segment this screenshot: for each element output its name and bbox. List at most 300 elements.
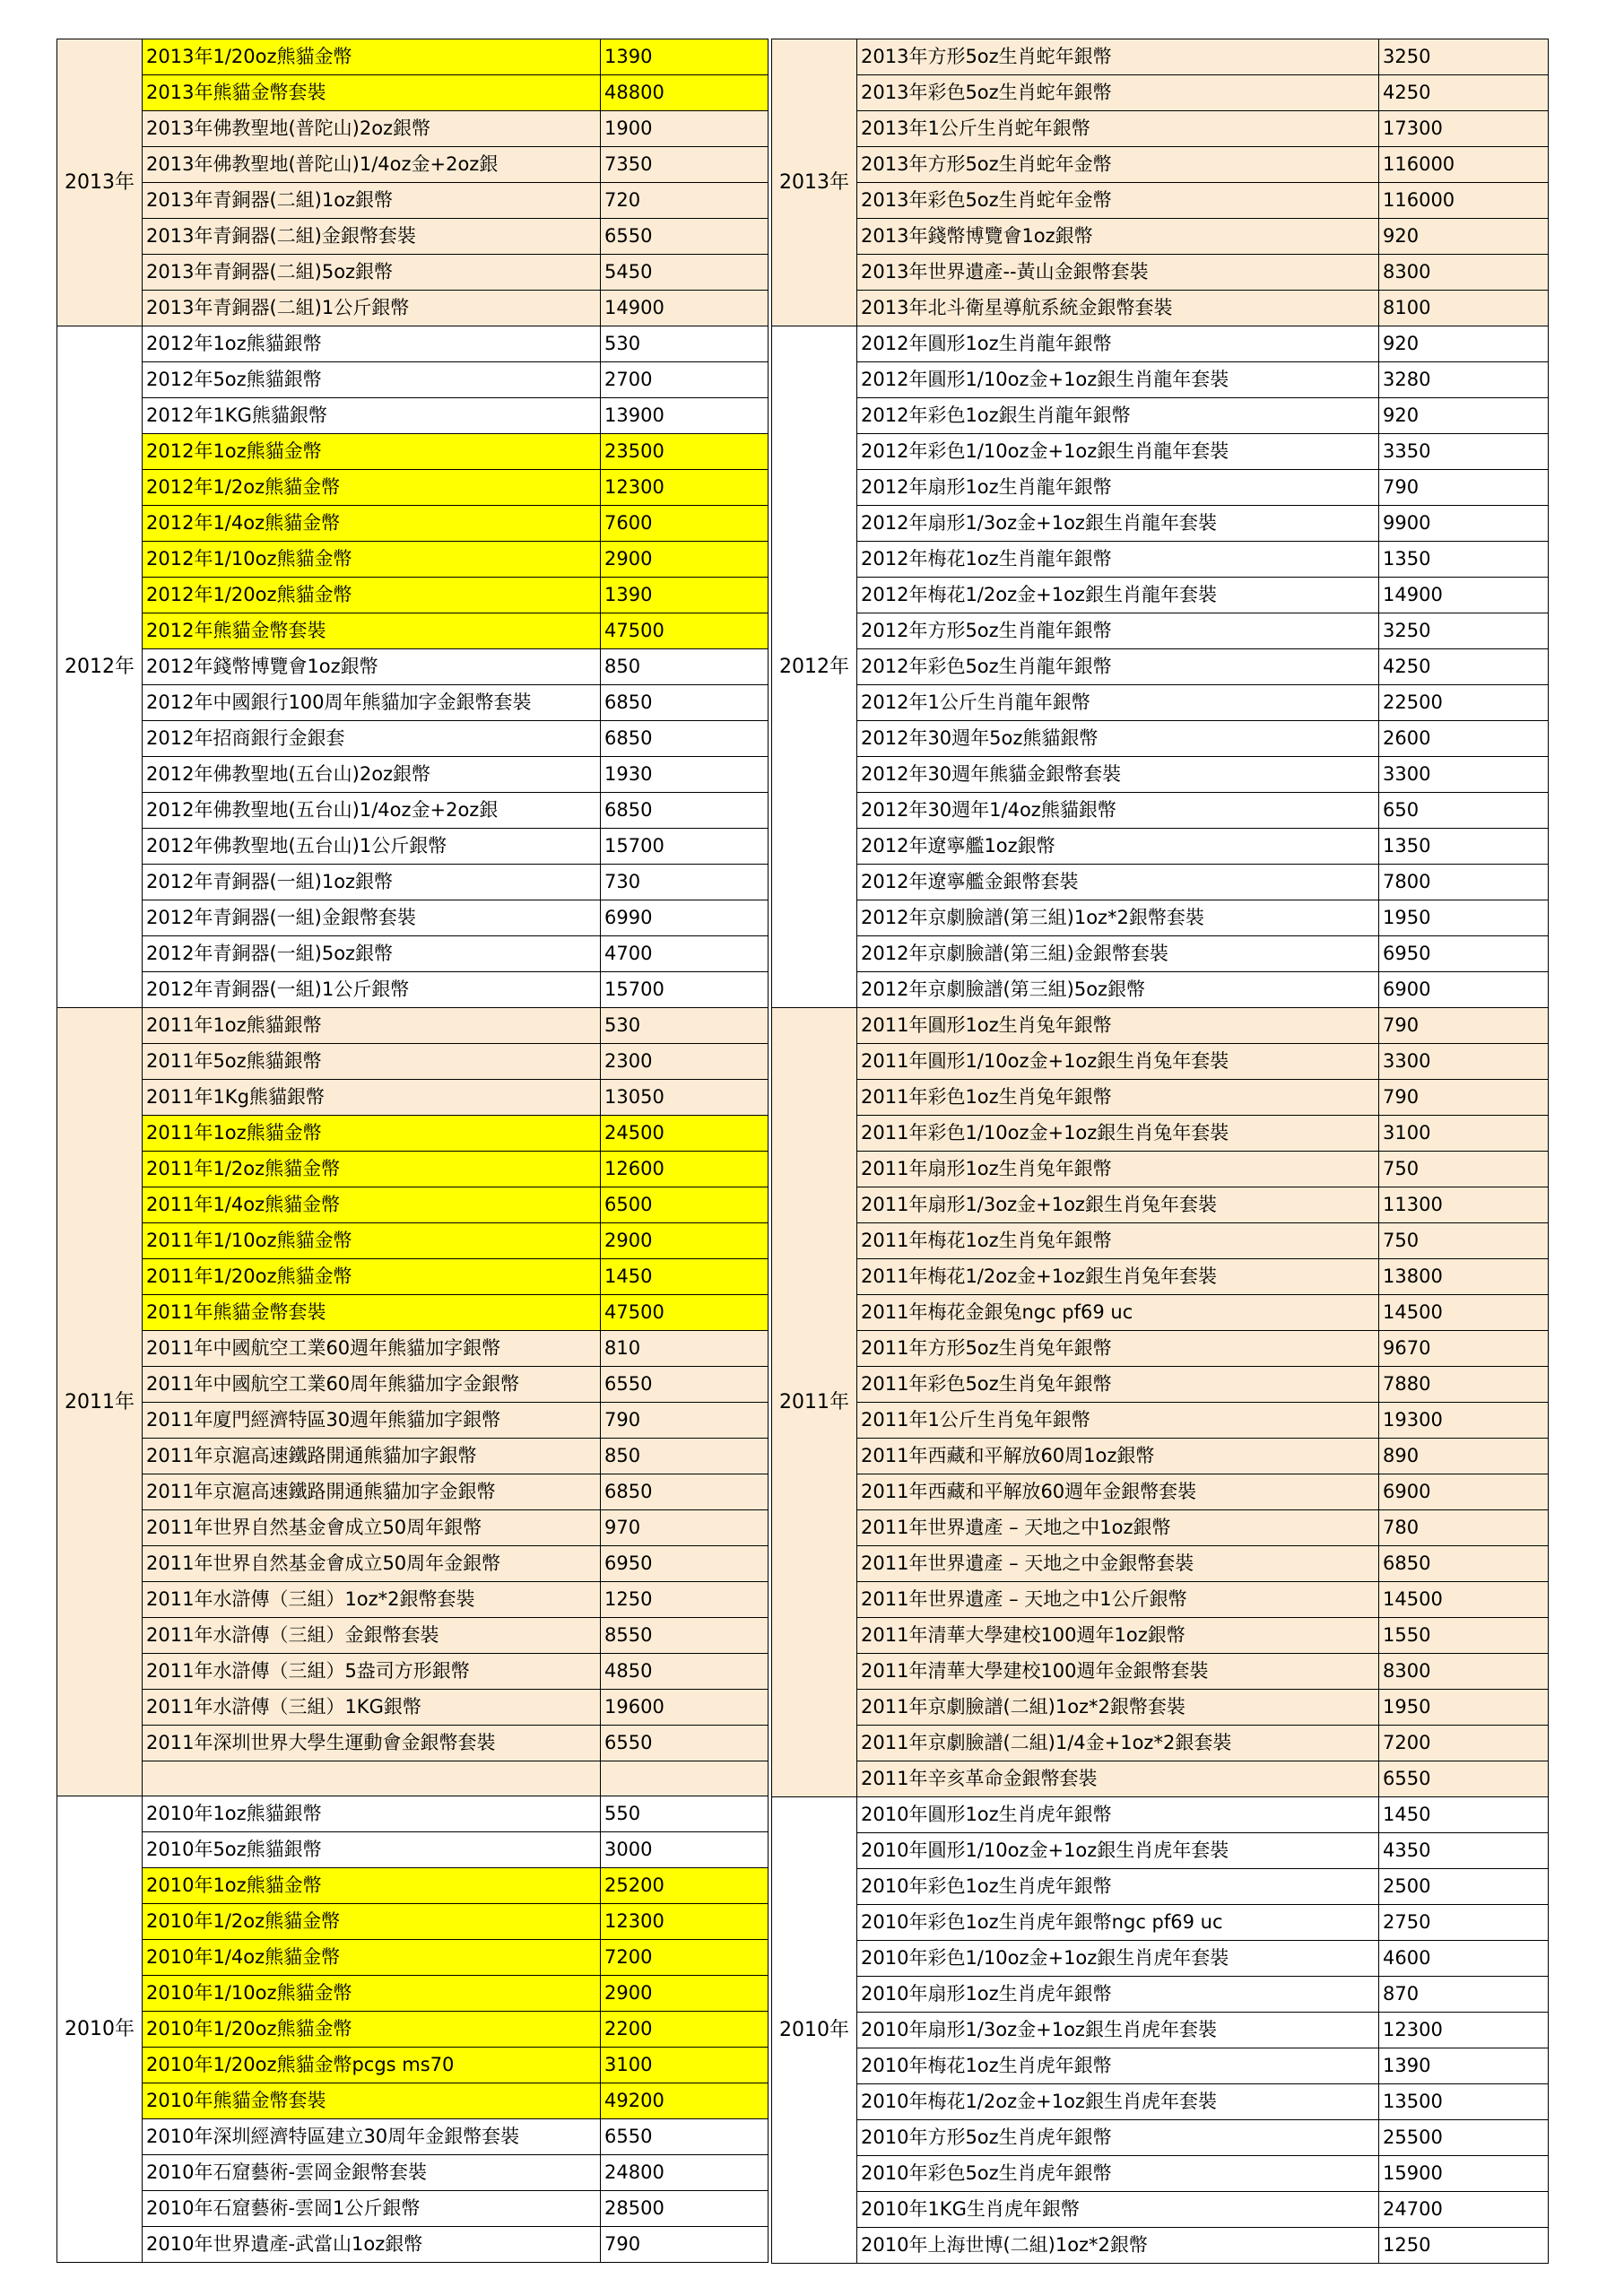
table-row [57,111,769,147]
table-row [57,2191,769,2227]
item-name-cell: 2011年深圳世界大學生運動會金銀幣套裝 [143,1726,601,1761]
table-row [57,470,769,506]
item-price-cell: 6950 [601,1546,769,1582]
item-price-cell: 750 [1379,1152,1549,1187]
item-name-cell: 2010年深圳經濟特區建立30周年金銀幣套裝 [143,2119,601,2155]
item-name-cell: 2010年扇形1/3oz金+1oz銀生肖虎年套裝 [857,2013,1379,2048]
left-price-table [56,39,769,2263]
item-name-cell: 2012年1/10oz熊貓金幣 [143,542,601,578]
item-price-cell: 15900 [1379,2156,1549,2192]
item-name-cell: 2011年梅花金銀兔ngc pf69 uc [857,1295,1379,1331]
table-row [772,506,1549,542]
item-name-cell: 2013年1/20oz熊貓金幣 [143,39,601,75]
item-price-cell: 8300 [1379,1654,1549,1690]
table-row [772,147,1549,183]
item-price-cell: 19600 [601,1690,769,1726]
item-price-cell [601,1761,769,1796]
item-price-cell: 3250 [1379,39,1549,75]
item-name-cell: 2012年京劇臉譜(第三組)金銀幣套裝 [857,936,1379,972]
item-name-cell: 2011年世界遺產 – 天地之中1oz銀幣 [857,1510,1379,1546]
item-name-cell: 2012年錢幣博覽會1oz銀幣 [143,649,601,685]
item-name-cell: 2013年1公斤生肖蛇年銀幣 [857,111,1379,147]
item-name-cell: 2011年清華大學建校100週年金銀幣套裝 [857,1654,1379,1690]
item-name-cell: 2012年扇形1oz生肖龍年銀幣 [857,470,1379,506]
table-row [57,793,769,829]
item-price-cell: 14900 [601,291,769,326]
item-name-cell: 2010年上海世博(二組)1oz*2銀幣 [857,2228,1379,2264]
item-name-cell: 2011年彩色1/10oz金+1oz銀生肖兔年套裝 [857,1116,1379,1152]
item-price-cell: 650 [1379,793,1549,829]
item-price-cell: 1930 [601,757,769,793]
item-name-cell: 2011年1/10oz熊貓金幣 [143,1223,601,1259]
item-name-cell: 2011年中國航空工業60週年熊貓加字銀幣 [143,1331,601,1367]
table-row [772,1582,1549,1618]
table-row [57,900,769,936]
item-name-cell: 2012年中國銀行100周年熊貓加字金銀幣套裝 [143,685,601,721]
table-row [57,1761,769,1796]
item-price-cell: 17300 [1379,111,1549,147]
table-row [772,757,1549,793]
table-row [57,362,769,398]
table-row [57,2048,769,2083]
item-name-cell: 2011年水滸傳（三組）金銀幣套裝 [143,1618,601,1654]
item-name-cell: 2010年扇形1oz生肖虎年銀幣 [857,1977,1379,2013]
item-price-cell: 48800 [601,75,769,111]
table-row [772,1941,1549,1977]
table-row [57,1582,769,1618]
table-row [772,1474,1549,1510]
item-price-cell: 6550 [601,219,769,255]
item-price-cell: 1250 [1379,2228,1549,2264]
item-price-cell: 13900 [601,398,769,434]
table-row [772,219,1549,255]
item-price-cell: 11300 [1379,1187,1549,1223]
table-row [57,1223,769,1259]
table-row [57,1367,769,1403]
table-row [57,1187,769,1223]
table-row [57,39,769,75]
item-price-cell: 6850 [601,721,769,757]
item-price-cell: 3300 [1379,757,1549,793]
item-name-cell: 2012年青銅器(一組)1oz銀幣 [143,865,601,900]
table-row [772,1869,1549,1905]
item-price-cell: 3350 [1379,434,1549,470]
item-price-cell: 13500 [1379,2084,1549,2120]
table-row [772,578,1549,613]
item-price-cell: 550 [601,1796,769,1832]
item-price-cell: 530 [601,1008,769,1044]
year-cell: 2010年 [772,1797,857,2264]
table-row [772,1223,1549,1259]
table-row [57,972,769,1008]
table-row [57,291,769,326]
table-row [57,1080,769,1116]
item-price-cell: 2900 [601,1223,769,1259]
item-name-cell: 2011年梅花1oz生肖兔年銀幣 [857,1223,1379,1259]
item-price-cell: 1950 [1379,1690,1549,1726]
item-name-cell: 2011年扇形1oz生肖兔年銀幣 [857,1152,1379,1187]
item-name-cell: 2011年京劇臉譜(二組)1/4金+1oz*2銀套裝 [857,1726,1379,1761]
item-name-cell: 2011年1oz熊貓金幣 [143,1116,601,1152]
table-row [57,1976,769,2012]
item-name-cell: 2011年1/2oz熊貓金幣 [143,1152,601,1187]
item-name-cell: 2012年京劇臉譜(第三組)5oz銀幣 [857,972,1379,1008]
table-row [772,2013,1549,2048]
table-row [57,1654,769,1690]
item-price-cell: 3280 [1379,362,1549,398]
item-name-cell: 2011年京滬高速鐵路開通熊貓加字銀幣 [143,1439,601,1474]
item-name-cell: 2010年梅花1/2oz金+1oz銀生肖虎年套裝 [857,2084,1379,2120]
item-price-cell: 1450 [1379,1797,1549,1833]
table-row [57,2155,769,2191]
table-row [772,972,1549,1008]
item-price-cell: 24800 [601,2155,769,2191]
table-row [772,1403,1549,1439]
item-name-cell: 2011年梅花1/2oz金+1oz銀生肖兔年套裝 [857,1259,1379,1295]
item-name-cell: 2011年水滸傳（三組）5盎司方形銀幣 [143,1654,601,1690]
table-row [57,1152,769,1187]
table-row [57,1259,769,1295]
table-row [57,685,769,721]
table-row [57,183,769,219]
year-cell: 2011年 [772,1008,857,1797]
table-row [57,2012,769,2048]
item-price-cell: 2700 [601,362,769,398]
table-row [772,1439,1549,1474]
table-row [57,326,769,362]
table-row [57,1403,769,1439]
year-cell: 2013年 [772,39,857,326]
item-name-cell: 2012年京劇臉譜(第三組)1oz*2銀幣套裝 [857,900,1379,936]
item-price-cell: 5450 [601,255,769,291]
item-price-cell: 116000 [1379,183,1549,219]
table-row [57,1832,769,1868]
item-price-cell: 15700 [601,972,769,1008]
item-price-cell: 12600 [601,1152,769,1187]
table-row [57,613,769,649]
item-name-cell: 2012年佛教聖地(五台山)1/4oz金+2oz銀 [143,793,601,829]
item-price-cell: 4700 [601,936,769,972]
item-price-cell: 6850 [601,793,769,829]
item-price-cell: 4250 [1379,75,1549,111]
item-name-cell: 2011年世界自然基金會成立50周年金銀幣 [143,1546,601,1582]
item-price-cell: 1390 [601,39,769,75]
item-price-cell: 920 [1379,219,1549,255]
item-price-cell: 7600 [601,506,769,542]
table-row [772,2156,1549,2192]
item-name-cell: 2012年圓形1oz生肖龍年銀幣 [857,326,1379,362]
item-name-cell: 2011年彩色1oz生肖兔年銀幣 [857,1080,1379,1116]
item-name-cell: 2012年佛教聖地(五台山)1公斤銀幣 [143,829,601,865]
item-name-cell: 2011年5oz熊貓銀幣 [143,1044,601,1080]
table-row [772,1797,1549,1833]
table-row [772,936,1549,972]
item-name-cell: 2013年青銅器(二組)1公斤銀幣 [143,291,601,326]
item-price-cell: 530 [601,326,769,362]
item-name-cell: 2013年青銅器(二組)金銀幣套裝 [143,219,601,255]
table-row [57,578,769,613]
item-name-cell: 2011年水滸傳（三組）1oz*2銀幣套裝 [143,1582,601,1618]
item-price-cell: 3250 [1379,613,1549,649]
item-name-cell: 2010年圓形1/10oz金+1oz銀生肖虎年套裝 [857,1833,1379,1869]
table-row [772,1116,1549,1152]
item-name-cell: 2010年1/20oz熊貓金幣 [143,2012,601,2048]
item-price-cell: 6850 [1379,1546,1549,1582]
table-row [772,2192,1549,2228]
table-row [772,1761,1549,1797]
table-row [772,865,1549,900]
item-price-cell: 23500 [601,434,769,470]
item-name-cell: 2012年1公斤生肖龍年銀幣 [857,685,1379,721]
table-row [57,398,769,434]
item-name-cell: 2011年1/20oz熊貓金幣 [143,1259,601,1295]
item-price-cell: 12300 [601,470,769,506]
table-row [57,219,769,255]
item-name-cell: 2012年熊貓金幣套裝 [143,613,601,649]
table-row [57,1331,769,1367]
item-name-cell [143,1761,601,1796]
item-price-cell: 790 [1379,1080,1549,1116]
table-row [57,1690,769,1726]
table-row [772,1977,1549,2013]
item-name-cell: 2013年彩色5oz生肖蛇年銀幣 [857,75,1379,111]
item-name-cell: 2013年青銅器(二組)1oz銀幣 [143,183,601,219]
left-table-body [57,39,769,2263]
table-row [57,2227,769,2263]
table-row [772,434,1549,470]
item-price-cell: 2600 [1379,721,1549,757]
item-price-cell: 1250 [601,1582,769,1618]
item-name-cell: 2011年圓形1oz生肖兔年銀幣 [857,1008,1379,1044]
item-price-cell: 4850 [601,1654,769,1690]
item-price-cell: 850 [601,649,769,685]
table-row [772,1259,1549,1295]
table-row [57,542,769,578]
item-price-cell: 6500 [601,1187,769,1223]
item-price-cell: 49200 [601,2083,769,2119]
item-price-cell: 7880 [1379,1367,1549,1403]
item-name-cell: 2010年5oz熊貓銀幣 [143,1832,601,1868]
item-name-cell: 2010年圓形1oz生肖虎年銀幣 [857,1797,1379,1833]
table-row [772,2084,1549,2120]
item-name-cell: 2012年5oz熊貓銀幣 [143,362,601,398]
item-price-cell: 6550 [601,2119,769,2155]
item-price-cell: 6550 [601,1367,769,1403]
item-price-cell: 1550 [1379,1618,1549,1654]
table-row [57,1044,769,1080]
item-name-cell: 2010年世界遺產-武當山1oz銀幣 [143,2227,601,2263]
table-row [57,1726,769,1761]
item-name-cell: 2012年30週年熊貓金銀幣套裝 [857,757,1379,793]
item-price-cell: 1390 [1379,2048,1549,2084]
item-price-cell: 2750 [1379,1905,1549,1941]
item-price-cell: 970 [601,1510,769,1546]
item-price-cell: 6850 [601,685,769,721]
table-row [57,1008,769,1044]
item-price-cell: 1450 [601,1259,769,1295]
item-name-cell: 2010年彩色1oz生肖虎年銀幣 [857,1869,1379,1905]
item-name-cell: 2011年京滬高速鐵路開通熊貓加字金銀幣 [143,1474,601,1510]
item-name-cell: 2013年佛教聖地(普陀山)1/4oz金+2oz銀 [143,147,601,183]
table-row [57,721,769,757]
item-price-cell: 9900 [1379,506,1549,542]
table-row [57,2119,769,2155]
table-row [772,685,1549,721]
item-name-cell: 2010年石窟藝術-雲岡金銀幣套裝 [143,2155,601,2191]
item-name-cell: 2012年招商銀行金銀套 [143,721,601,757]
item-price-cell: 6850 [601,1474,769,1510]
item-name-cell: 2012年彩色5oz生肖龍年銀幣 [857,649,1379,685]
item-name-cell: 2011年圓形1/10oz金+1oz銀生肖兔年套裝 [857,1044,1379,1080]
item-name-cell: 2010年1KG生肖虎年銀幣 [857,2192,1379,2228]
table-row [57,936,769,972]
item-price-cell: 22500 [1379,685,1549,721]
item-price-cell: 4350 [1379,1833,1549,1869]
item-name-cell: 2010年石窟藝術-雲岡1公斤銀幣 [143,2191,601,2227]
table-row [772,183,1549,219]
item-name-cell: 2013年北斗衛星導航系統金銀幣套裝 [857,291,1379,326]
item-name-cell: 2013年彩色5oz生肖蛇年金幣 [857,183,1379,219]
right-table-body [772,39,1549,2264]
item-price-cell: 47500 [601,1295,769,1331]
item-name-cell: 2011年中國航空工業60周年熊貓加字金銀幣 [143,1367,601,1403]
item-price-cell: 8100 [1379,291,1549,326]
table-row [772,2228,1549,2264]
table-row [772,362,1549,398]
item-name-cell: 2013年青銅器(二組)5oz銀幣 [143,255,601,291]
item-name-cell: 2013年佛教聖地(普陀山)2oz銀幣 [143,111,601,147]
item-name-cell: 2010年1/20oz熊貓金幣pcgs ms70 [143,2048,601,2083]
item-name-cell: 2011年熊貓金幣套裝 [143,1295,601,1331]
item-price-cell: 8300 [1379,255,1549,291]
table-row [772,1044,1549,1080]
item-price-cell: 7200 [601,1940,769,1976]
item-name-cell: 2010年1oz熊貓銀幣 [143,1796,601,1832]
table-row [772,2048,1549,2084]
table-row [57,1940,769,1976]
item-price-cell: 1900 [601,111,769,147]
item-price-cell: 9670 [1379,1331,1549,1367]
item-name-cell: 2012年佛教聖地(五台山)2oz銀幣 [143,757,601,793]
table-row [57,757,769,793]
item-name-cell: 2011年1/4oz熊貓金幣 [143,1187,601,1223]
item-price-cell: 850 [601,1439,769,1474]
item-price-cell: 15700 [601,829,769,865]
table-row [57,829,769,865]
table-row [772,111,1549,147]
item-name-cell: 2013年方形5oz生肖蛇年金幣 [857,147,1379,183]
item-price-cell: 920 [1379,398,1549,434]
item-name-cell: 2012年1oz熊貓銀幣 [143,326,601,362]
table-row [772,1295,1549,1331]
year-cell: 2013年 [57,39,143,326]
item-name-cell: 2010年1/4oz熊貓金幣 [143,1940,601,1976]
table-row [772,649,1549,685]
table-row [57,1295,769,1331]
item-name-cell: 2011年辛亥革命金銀幣套裝 [857,1761,1379,1797]
item-price-cell: 14500 [1379,1295,1549,1331]
table-row [57,506,769,542]
item-price-cell: 12300 [1379,2013,1549,2048]
table-row [772,542,1549,578]
item-name-cell: 2011年1公斤生肖兔年銀幣 [857,1403,1379,1439]
item-name-cell: 2011年京劇臉譜(二組)1oz*2銀幣套裝 [857,1690,1379,1726]
item-price-cell: 1350 [1379,829,1549,865]
item-name-cell: 2011年世界自然基金會成立50周年銀幣 [143,1510,601,1546]
table-row [772,1080,1549,1116]
item-price-cell: 13800 [1379,1259,1549,1295]
item-price-cell: 3000 [601,1832,769,1868]
table-row [57,1116,769,1152]
item-price-cell: 790 [1379,1008,1549,1044]
item-price-cell: 24700 [1379,2192,1549,2228]
table-row [57,1510,769,1546]
item-name-cell: 2012年青銅器(一組)金銀幣套裝 [143,900,601,936]
item-name-cell: 2013年熊貓金幣套裝 [143,75,601,111]
item-name-cell: 2010年1/2oz熊貓金幣 [143,1904,601,1940]
year-cell: 2012年 [772,326,857,1008]
table-row [772,1152,1549,1187]
item-price-cell: 6900 [1379,1474,1549,1510]
item-price-cell: 2900 [601,1976,769,2012]
table-row [772,1726,1549,1761]
item-price-cell: 12300 [601,1904,769,1940]
item-name-cell: 2012年圓形1/10oz金+1oz銀生肖龍年套裝 [857,362,1379,398]
item-price-cell: 3100 [1379,1116,1549,1152]
table-row [57,1796,769,1832]
item-name-cell: 2011年扇形1/3oz金+1oz銀生肖兔年套裝 [857,1187,1379,1223]
item-price-cell: 2900 [601,542,769,578]
item-price-cell: 6950 [1379,936,1549,972]
item-name-cell: 2013年世界遺產--黃山金銀幣套裝 [857,255,1379,291]
item-name-cell: 2012年30週年5oz熊貓銀幣 [857,721,1379,757]
item-price-cell: 6990 [601,900,769,936]
table-row [772,1905,1549,1941]
table-row [772,2120,1549,2156]
item-price-cell: 3300 [1379,1044,1549,1080]
table-row [772,1367,1549,1403]
item-name-cell: 2011年清華大學建校100週年1oz銀幣 [857,1618,1379,1654]
table-row [772,398,1549,434]
item-price-cell: 2500 [1379,1869,1549,1905]
item-name-cell: 2013年方形5oz生肖蛇年銀幣 [857,39,1379,75]
table-row [57,649,769,685]
item-price-cell: 1350 [1379,542,1549,578]
table-row [772,721,1549,757]
item-price-cell: 6900 [1379,972,1549,1008]
item-price-cell: 780 [1379,1510,1549,1546]
item-price-cell: 13050 [601,1080,769,1116]
item-price-cell: 730 [601,865,769,900]
item-price-cell: 1950 [1379,900,1549,936]
table-row [772,900,1549,936]
item-price-cell: 7200 [1379,1726,1549,1761]
item-name-cell: 2011年水滸傳（三組）1KG銀幣 [143,1690,601,1726]
table-row [57,1904,769,1940]
table-row [772,1654,1549,1690]
item-name-cell: 2011年廈門經濟特區30週年熊貓加字銀幣 [143,1403,601,1439]
item-price-cell: 25500 [1379,2120,1549,2156]
table-row [57,865,769,900]
item-price-cell: 810 [601,1331,769,1367]
item-price-cell: 870 [1379,1977,1549,2013]
item-name-cell: 2010年熊貓金幣套裝 [143,2083,601,2119]
table-row [772,1690,1549,1726]
table-row [772,793,1549,829]
item-price-cell: 790 [601,1403,769,1439]
item-price-cell: 790 [601,2227,769,2263]
item-name-cell: 2012年1/20oz熊貓金幣 [143,578,601,613]
